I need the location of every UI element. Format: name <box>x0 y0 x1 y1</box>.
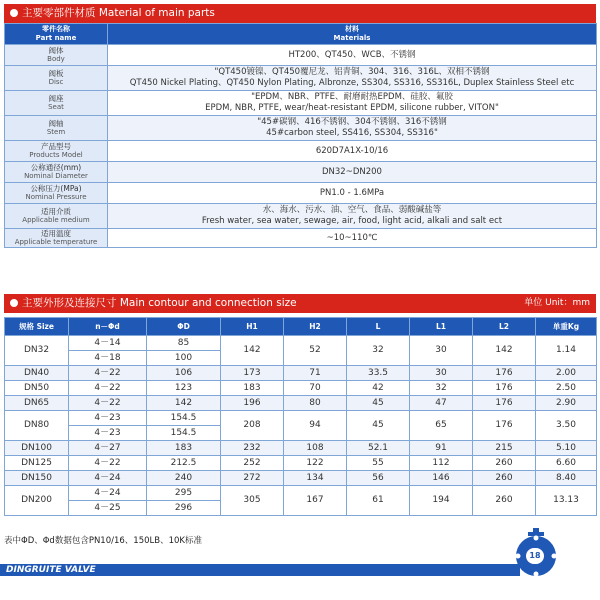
flange-diameter-cell: 123 <box>147 381 221 396</box>
flange-diameter-cell: 100 <box>147 351 221 366</box>
dimension-cell-h1: 173 <box>221 366 284 381</box>
material-row-label: 阀轴 Stem <box>5 116 108 141</box>
dimension-cell-h2: 80 <box>284 396 347 411</box>
dimension-cell-kg: 2.50 <box>536 381 597 396</box>
size-column-header: 单重Kg <box>536 318 597 336</box>
size-row <box>5 471 597 486</box>
bolt-spec-cell: 4－22 <box>69 396 147 411</box>
dimension-cell-l2: 260 <box>473 486 536 516</box>
dimension-cell-l1: 47 <box>410 396 473 411</box>
unit-label: 单位 Unit：mm <box>524 298 590 308</box>
bullet-icon <box>10 9 18 17</box>
dimension-cell-l1: 32 <box>410 381 473 396</box>
size-column-header: 规格 Size <box>5 318 69 336</box>
dimension-cell-kg: 13.13 <box>536 486 597 516</box>
material-row-value: "45#碳钢、416不锈钢、304不锈钢、316不锈钢 45#carbon steel, SS416, SS304, SS316" <box>108 116 597 141</box>
size-column-header: L2 <box>473 318 536 336</box>
flange-diameter-cell: 240 <box>147 471 221 486</box>
dimension-cell-h2: 108 <box>284 441 347 456</box>
materials-header: 材料 Materials <box>108 24 597 45</box>
bolt-spec-cell: 4－23 <box>69 411 147 426</box>
dimension-cell-kg: 3.50 <box>536 411 597 441</box>
material-row <box>5 162 597 183</box>
dimension-cell-h2: 167 <box>284 486 347 516</box>
flange-diameter-cell: 295 <box>147 486 221 501</box>
material-row-value: 水、海水、污水、油、空气、食品、弱酸碱盐等 Fresh water, sea water, sewage, air, food, light acid, alkali and salt ect <box>108 204 597 229</box>
size-row <box>5 411 597 426</box>
footnote: 表中ΦD、Φd数据包含PN10/16、150LB、10K标准 <box>4 536 202 546</box>
dimension-cell-h1: 142 <box>221 336 284 366</box>
bolt-spec-cell: 4－18 <box>69 351 147 366</box>
size-row <box>5 456 597 471</box>
dimension-cell-l: 42 <box>347 381 410 396</box>
size-section-header <box>4 294 596 313</box>
size-cell: DN200 <box>5 486 69 516</box>
flange-diameter-cell: 106 <box>147 366 221 381</box>
dimension-cell-h1: 305 <box>221 486 284 516</box>
size-cell: DN50 <box>5 381 69 396</box>
size-column-header: n－Φd <box>69 318 147 336</box>
dimension-cell-l2: 260 <box>473 471 536 486</box>
material-row-value: PN1.0 - 1.6MPa <box>108 183 597 204</box>
brand-name: DINGRUITE VALVE <box>6 565 96 575</box>
material-row-value: "QT450镀镍、QT450覆尼龙、铝青铜、304、316、316L、双相不锈钢 QT450 Nickel Plating、QT450 Nylon Plating, Albronze, SS304, SS316, SS316L, Duplex Stainless Steel etc <box>108 66 597 91</box>
size-row <box>5 366 597 381</box>
size-section-title: 主要外形及连接尺寸 Main contour and connection size <box>22 297 297 309</box>
size-column-header: L <box>347 318 410 336</box>
dimension-cell-l2: 215 <box>473 441 536 456</box>
bolt-spec-cell: 4－27 <box>69 441 147 456</box>
size-column-header: H1 <box>221 318 284 336</box>
bolt-spec-cell: 4－24 <box>69 486 147 501</box>
dimension-cell-l1: 146 <box>410 471 473 486</box>
dimension-cell-kg: 1.14 <box>536 336 597 366</box>
dimension-cell-h2: 71 <box>284 366 347 381</box>
dimension-cell-h1: 272 <box>221 471 284 486</box>
bolt-spec-cell: 4－22 <box>69 456 147 471</box>
dimension-cell-h2: 122 <box>284 456 347 471</box>
size-cell: DN40 <box>5 366 69 381</box>
flange-diameter-cell: 212.5 <box>147 456 221 471</box>
size-table <box>4 317 597 516</box>
flange-diameter-cell: 142 <box>147 396 221 411</box>
material-row-value: ~10~110℃ <box>108 229 597 248</box>
flange-diameter-cell: 183 <box>147 441 221 456</box>
dimension-cell-l1: 30 <box>410 366 473 381</box>
flange-diameter-cell: 154.5 <box>147 426 221 441</box>
dimension-cell-kg: 5.10 <box>536 441 597 456</box>
part-name-header: 零件名称 Part name <box>5 24 108 45</box>
dimension-cell-h2: 94 <box>284 411 347 441</box>
material-row <box>5 183 597 204</box>
size-cell: DN65 <box>5 396 69 411</box>
dimension-cell-kg: 2.00 <box>536 366 597 381</box>
size-row <box>5 381 597 396</box>
dimension-cell-l: 56 <box>347 471 410 486</box>
size-column-header: ΦD <box>147 318 221 336</box>
dimension-cell-h2: 134 <box>284 471 347 486</box>
material-row <box>5 204 597 229</box>
dimension-cell-l2: 176 <box>473 381 536 396</box>
material-row-value: DN32~DN200 <box>108 162 597 183</box>
dimension-cell-kg: 8.40 <box>536 471 597 486</box>
dimension-cell-l1: 30 <box>410 336 473 366</box>
material-row-value: "EPDM、NBR、PTFE、耐磨耐热EPDM、硅胶、氟胶 EPDM, NBR, PTFE, wear/heat-resistant EPDM, silicone rubber, VITON" <box>108 91 597 116</box>
dimension-cell-l2: 176 <box>473 396 536 411</box>
bolt-spec-cell: 4－24 <box>69 471 147 486</box>
material-row <box>5 45 597 66</box>
dimension-cell-l1: 112 <box>410 456 473 471</box>
bolt-spec-cell: 4－25 <box>69 501 147 516</box>
material-row-label: 公称压力(MPa) Nominal Pressure <box>5 183 108 204</box>
material-row-value: HT200、QT450、WCB、不锈钢 <box>108 45 597 66</box>
bolt-spec-cell: 4－22 <box>69 366 147 381</box>
material-row-label: 产品型号 Products Model <box>5 141 108 162</box>
size-cell: DN80 <box>5 411 69 441</box>
dimension-cell-l2: 176 <box>473 411 536 441</box>
dimension-cell-l1: 65 <box>410 411 473 441</box>
size-cell: DN32 <box>5 336 69 366</box>
dimension-cell-l: 61 <box>347 486 410 516</box>
material-row <box>5 116 597 141</box>
page-number: 18 <box>526 548 544 564</box>
size-row <box>5 486 597 501</box>
dimension-cell-l2: 260 <box>473 456 536 471</box>
material-row <box>5 229 597 248</box>
dimension-cell-l: 45 <box>347 396 410 411</box>
dimension-cell-l: 32 <box>347 336 410 366</box>
dimension-cell-h2: 52 <box>284 336 347 366</box>
dimension-cell-l1: 91 <box>410 441 473 456</box>
bolt-spec-cell: 4－23 <box>69 426 147 441</box>
dimension-cell-l2: 176 <box>473 366 536 381</box>
size-row <box>5 441 597 456</box>
dimension-cell-l2: 142 <box>473 336 536 366</box>
material-row <box>5 66 597 91</box>
material-row-label: 公称通径(mm) Nominal Diameter <box>5 162 108 183</box>
dimension-cell-h2: 70 <box>284 381 347 396</box>
bolt-spec-cell: 4－14 <box>69 336 147 351</box>
size-row <box>5 396 597 411</box>
dimension-cell-h1: 232 <box>221 441 284 456</box>
dimension-cell-l: 33.5 <box>347 366 410 381</box>
dimension-cell-l: 55 <box>347 456 410 471</box>
size-column-header: H2 <box>284 318 347 336</box>
dimension-cell-l1: 194 <box>410 486 473 516</box>
bullet-icon <box>10 299 18 307</box>
size-cell: DN125 <box>5 456 69 471</box>
material-row <box>5 141 597 162</box>
brand-bar <box>0 564 520 576</box>
dimension-cell-h1: 208 <box>221 411 284 441</box>
dimension-cell-l: 45 <box>347 411 410 441</box>
material-row <box>5 91 597 116</box>
materials-table <box>4 23 597 248</box>
bolt-spec-cell: 4－22 <box>69 381 147 396</box>
dimension-cell-l: 52.1 <box>347 441 410 456</box>
material-row-value: 620D7A1X-10/16 <box>108 141 597 162</box>
dimension-cell-kg: 2.90 <box>536 396 597 411</box>
flange-diameter-cell: 85 <box>147 336 221 351</box>
dimension-cell-kg: 6.60 <box>536 456 597 471</box>
parts-section-title: 主要零部件材质 Material of main parts <box>22 7 215 19</box>
size-row <box>5 336 597 351</box>
dimension-cell-h1: 183 <box>221 381 284 396</box>
dimension-cell-h1: 196 <box>221 396 284 411</box>
material-row-label: 适用介质 Applicable medium <box>5 204 108 229</box>
flange-diameter-cell: 154.5 <box>147 411 221 426</box>
size-cell: DN150 <box>5 471 69 486</box>
dimension-cell-h1: 252 <box>221 456 284 471</box>
material-row-label: 阀座 Seat <box>5 91 108 116</box>
material-row-label: 阀板 Disc <box>5 66 108 91</box>
material-row-label: 阀体 Body <box>5 45 108 66</box>
material-row-label: 适用温度 Applicable temperature <box>5 229 108 248</box>
size-cell: DN100 <box>5 441 69 456</box>
size-column-header: L1 <box>410 318 473 336</box>
parts-section-header <box>4 4 596 23</box>
flange-diameter-cell: 296 <box>147 501 221 516</box>
